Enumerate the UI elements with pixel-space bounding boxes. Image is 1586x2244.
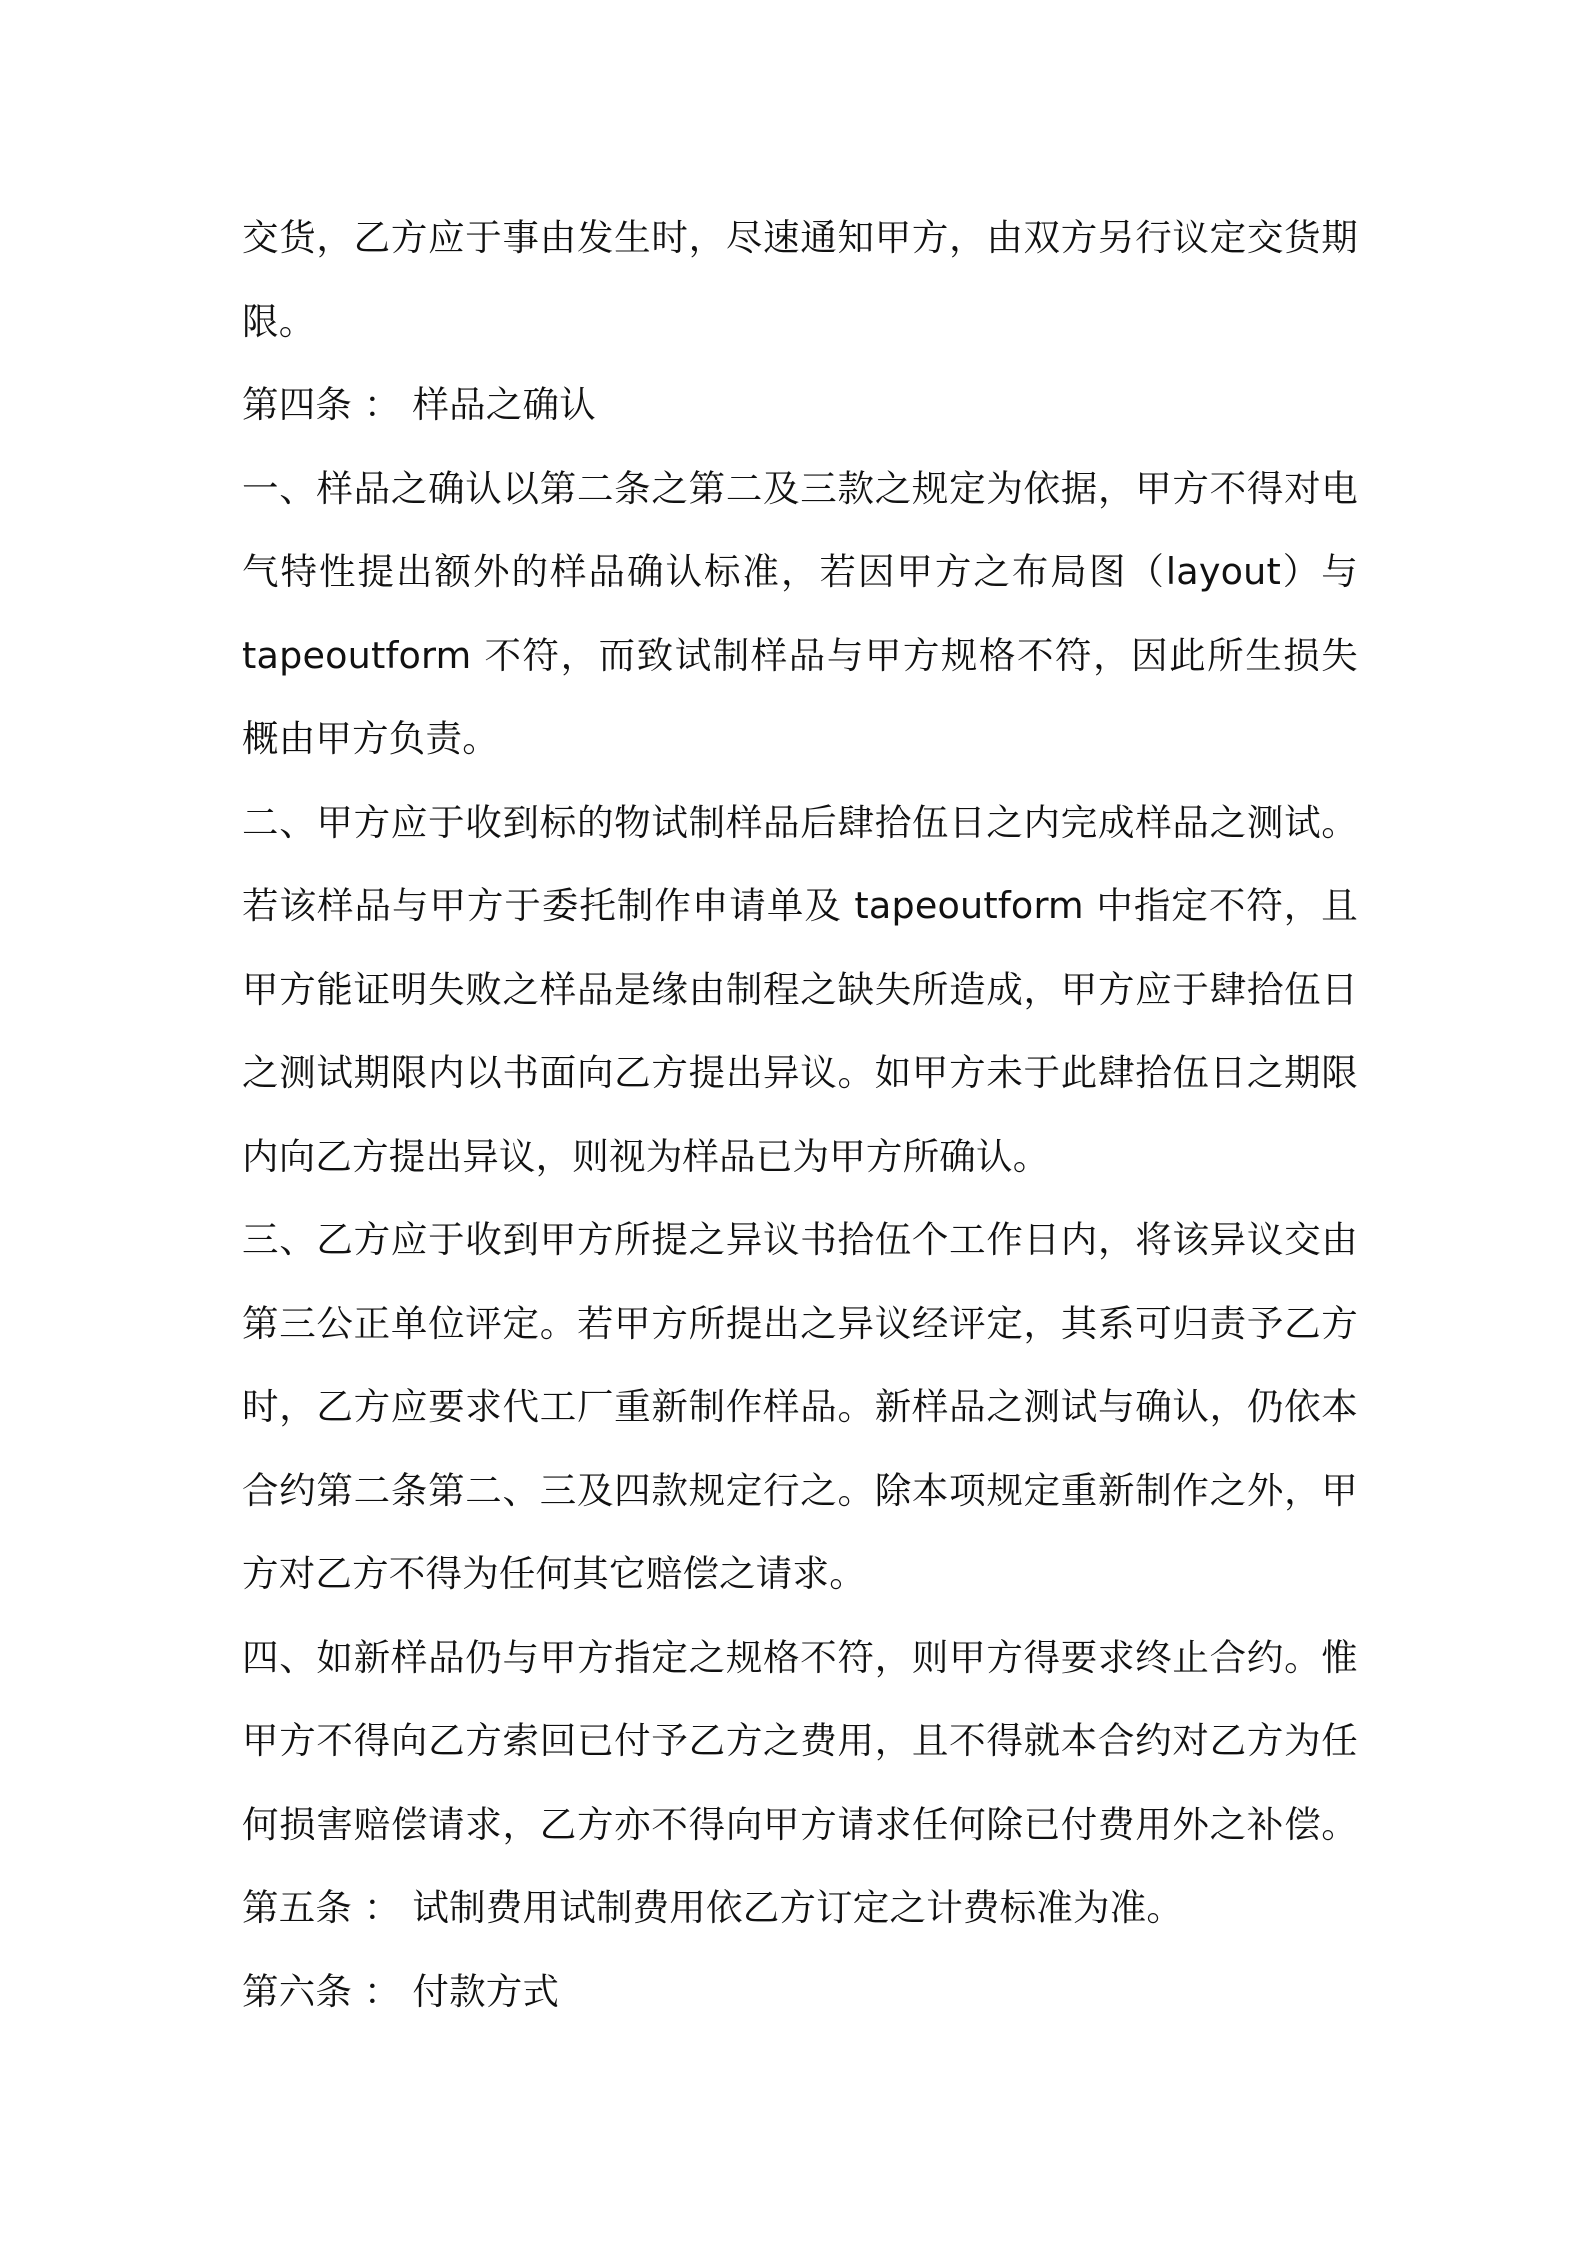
text-line: 之测试期限内以书面向乙方提出异议。如甲方未于此肆拾伍日之期限 — [242, 1051, 1358, 1094]
text-line: 限。 — [242, 299, 316, 343]
text-line: 时，乙方应要求代工厂重新制作样品。新样品之测试与确认，仍依本 — [242, 1385, 1358, 1428]
text-line: 内向乙方提出异议，则视为样品已为甲方所确认。 — [242, 1134, 1050, 1178]
document-body — [242, 196, 1358, 2033]
text-line: 若该样品与甲方于委托制作申请单及 tapeoutform 中指定不符，且 — [242, 884, 1358, 927]
text-line: 第三公正单位评定。若甲方所提出之异议经评定，其系可归责予乙方 — [242, 1301, 1358, 1345]
text-line: 甲方能证明失败之样品是缘由制程之缺失所造成，甲方应于肆拾伍日 — [242, 967, 1358, 1011]
text-line: 概由甲方负责。 — [242, 717, 499, 760]
text-line: 合约第二条第二、三及四款规定行之。除本项规定重新制作之外，甲 — [242, 1468, 1358, 1512]
text-line: 方对乙方不得为任何其它赔偿之请求。 — [242, 1552, 866, 1595]
text-line: 三、乙方应于收到甲方所提之异议书拾伍个工作日内，将该异议交由 — [242, 1218, 1358, 1261]
text-line: 气特性提出额外的样品确认标准，若因甲方之布局图（layout）与 — [242, 550, 1358, 593]
text-line: 四、如新样品仍与甲方指定之规格不符，则甲方得要求终止合约。惟 — [242, 1635, 1358, 1679]
text-line: 甲方不得向乙方索回已付予乙方之费用，且不得就本合约对乙方为任 — [242, 1719, 1358, 1762]
text-line: 一、样品之确认以第二条之第二及三款之规定为依据，甲方不得对电 — [242, 466, 1358, 510]
text-line: tapeoutform 不符，而致试制样品与甲方规格不符，因此所生损失 — [242, 633, 1358, 677]
article-heading: 第五条 ： 试制费用试制费用依乙方订定之计费标准为准。 — [242, 1886, 1184, 1929]
text-line: 交货，乙方应于事由发生时，尽速通知甲方，由双方另行议定交货期 — [242, 216, 1358, 259]
article-heading: 第六条 ： 付款方式 — [242, 1969, 560, 2013]
text-line: 何损害赔偿请求，乙方亦不得向甲方请求任何除已付费用外之补偿。 — [242, 1802, 1358, 1846]
text-line: 二、甲方应于收到标的物试制样品后肆拾伍日之内完成样品之测试。 — [242, 800, 1358, 844]
article-heading: 第四条 ： 样品之确认 — [242, 383, 596, 426]
